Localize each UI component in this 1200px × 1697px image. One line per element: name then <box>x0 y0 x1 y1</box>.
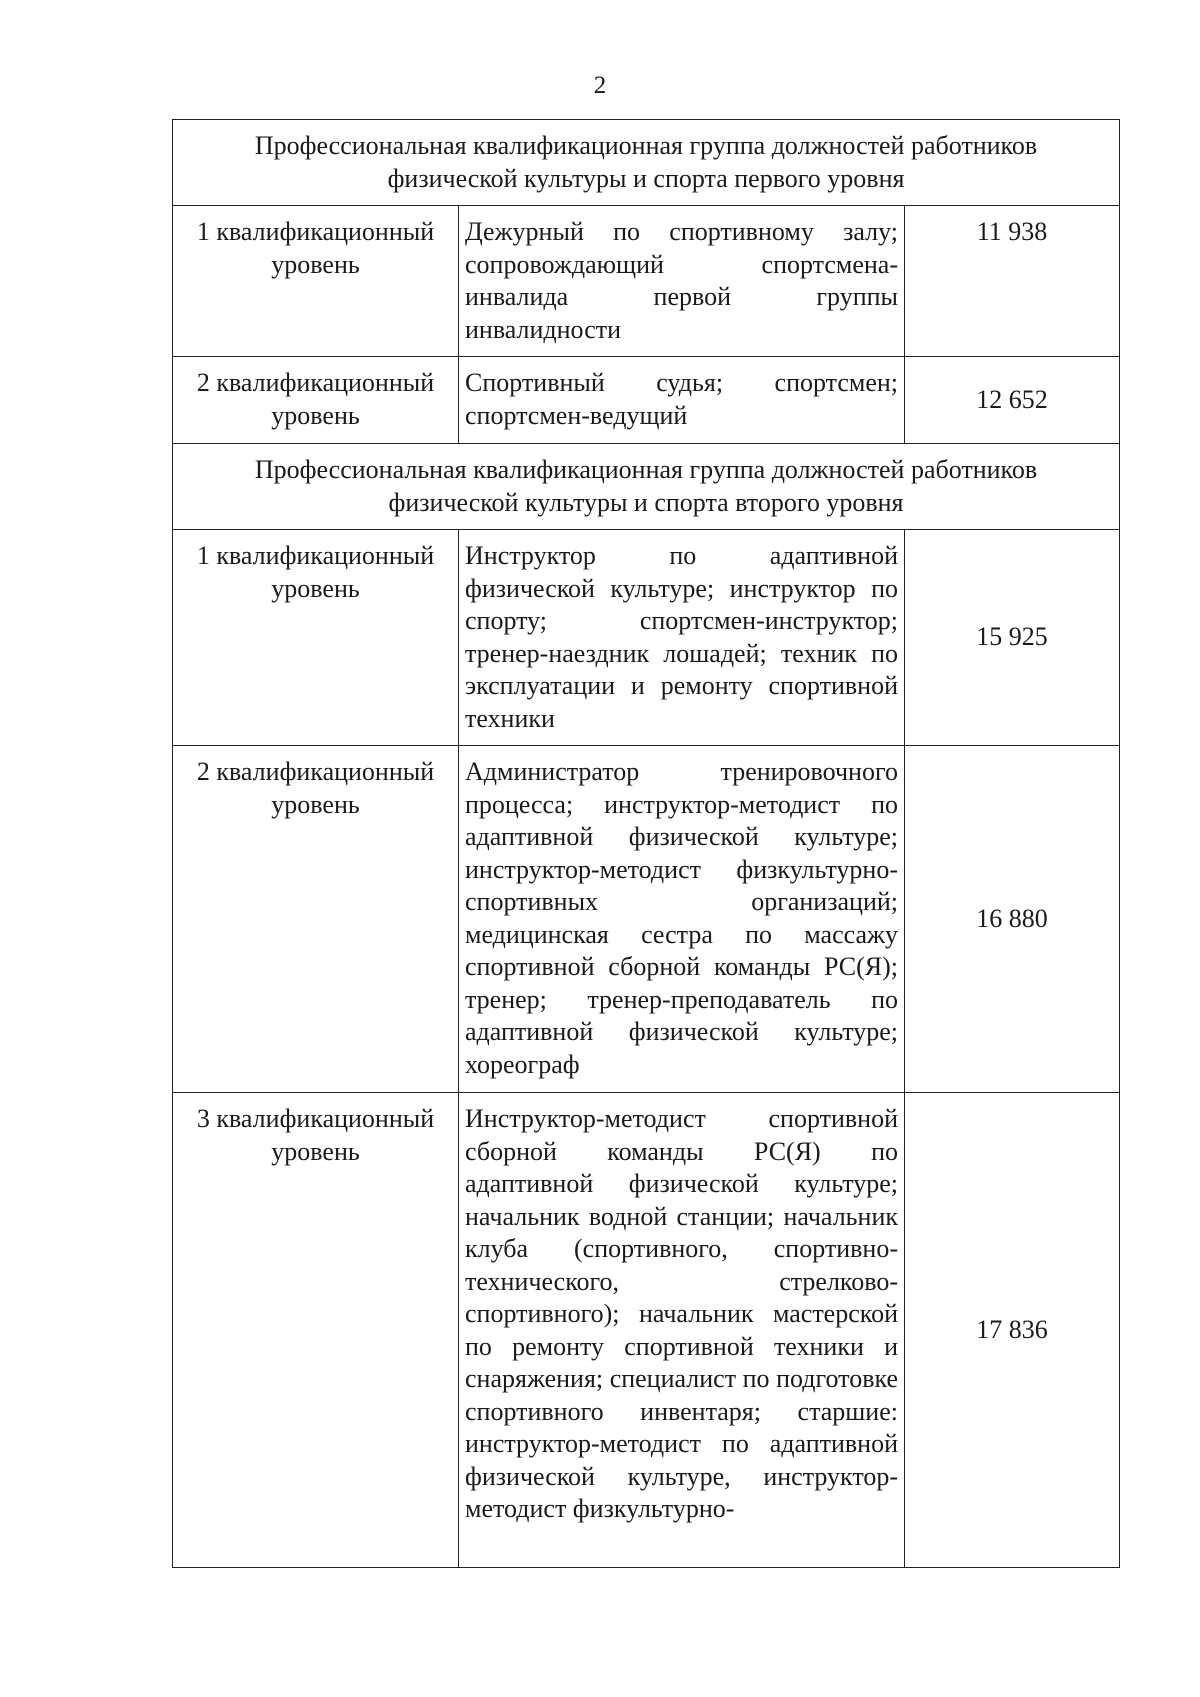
table-row <box>173 1093 1120 1568</box>
group-title-line: физической культуры и спорта второго уровня <box>388 487 904 517</box>
level-cell <box>173 1093 459 1568</box>
level-label: уровень <box>271 249 360 279</box>
level-cell <box>173 357 459 444</box>
salary-cell: 15 925 <box>905 530 1120 746</box>
positions-cell: Спортивный судья; спортсмен; спортсмен-ведущий <box>459 357 905 444</box>
page-number: 2 <box>593 72 607 99</box>
table-row <box>173 206 1120 357</box>
group-title-line: физической культуры и спорта первого уровня <box>387 163 905 193</box>
level-label: 2 квалификационный <box>196 368 435 397</box>
group-title-line: Профессиональная квалификационная группа должностей работников <box>254 455 1038 484</box>
level-cell <box>173 206 459 357</box>
level-label: 1 квалификационный <box>196 217 435 246</box>
positions-cell: Администратор тренировочного процесса; инструктор-методист по адаптивной физической культуре; инструктор-методист физкультурно-спортивных организаций; медицинская сестра по массажу спортивной сборной команды РС(Я); тренер; тренер-преподаватель по адаптивной физической культуре; хореограф <box>459 746 905 1093</box>
salary-cell: 12 652 <box>905 357 1120 444</box>
level-label: 3 квалификационный <box>196 1104 435 1133</box>
level-cell <box>173 530 459 746</box>
level-label: уровень <box>271 400 360 430</box>
salary-cell: 11 938 <box>905 206 1120 357</box>
positions-cell: Инструктор-методист спортивной сборной команды РС(Я) по адаптивной физической культуре; начальник водной станции; начальник клуба (спортивного, спортивно-технического, стрелково-спортивного); начальник мастерской по ремонту спортивной техники и снаряжения; специалист по подготовке спортивного инвентаря; старшие: инструктор-методист по адаптивной физической культуре, инструктор-методист физкультурно- <box>459 1093 905 1568</box>
table-row <box>173 530 1120 746</box>
group-title <box>173 444 1120 530</box>
level-label: 1 квалификационный <box>196 541 435 570</box>
salary-cell: 16 880 <box>905 746 1120 1093</box>
level-label: 2 квалификационный <box>196 757 435 786</box>
qualification-table <box>172 119 1120 1568</box>
table-row <box>173 357 1120 444</box>
level-cell <box>173 746 459 1093</box>
level-label: уровень <box>271 789 360 819</box>
table-row <box>173 746 1120 1093</box>
level-label: уровень <box>271 1136 360 1166</box>
salary-cell: 17 836 <box>905 1093 1120 1568</box>
group-title <box>173 120 1120 206</box>
group-header-row <box>173 120 1120 206</box>
positions-cell: Дежурный по спортивному залу; сопровождающий спортсмена-инвалида первой группы инвалидности <box>459 206 905 357</box>
group-title-line: Профессиональная квалификационная группа должностей работников <box>254 131 1038 160</box>
positions-cell: Инструктор по адаптивной физической культуре; инструктор по спорту; спортсмен-инструктор; тренер-наездник лошадей; техник по эксплуатации и ремонту спортивной техники <box>459 530 905 746</box>
group-header-row <box>173 444 1120 530</box>
level-label: уровень <box>271 573 360 603</box>
